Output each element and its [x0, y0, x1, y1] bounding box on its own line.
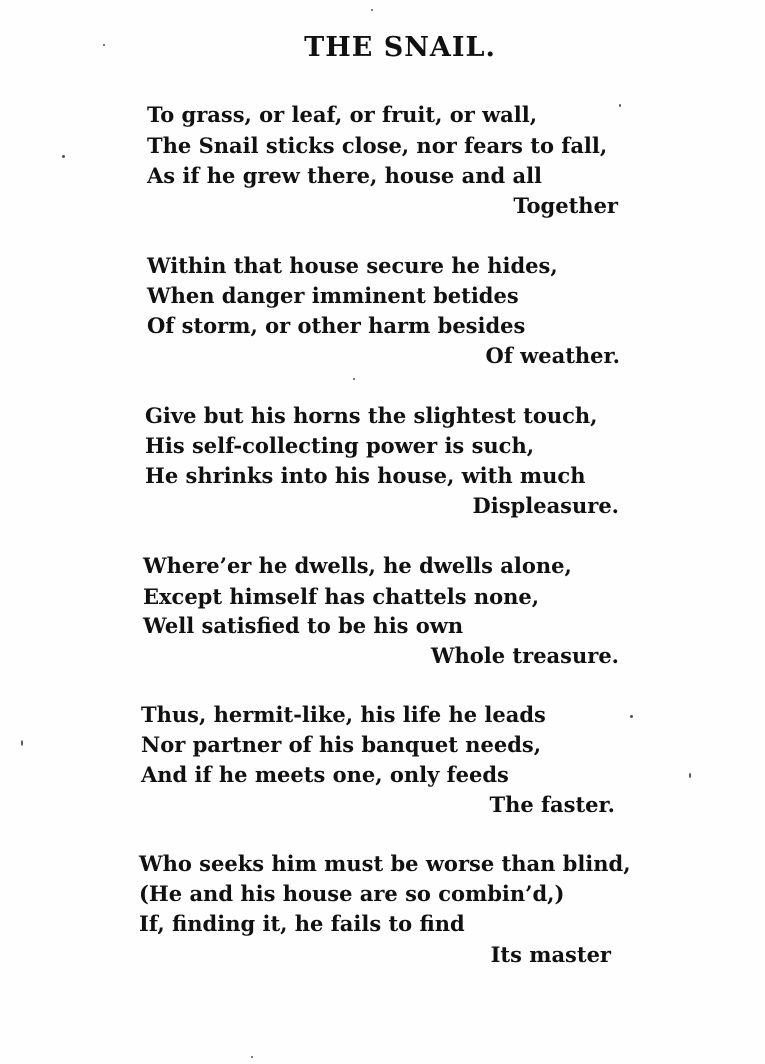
poem-tail-line: The faster.	[489, 792, 615, 817]
poem-line: The Snail sticks close, nor fears to fall,	[147, 133, 608, 158]
poem-tail-line: Its master	[490, 942, 611, 967]
poem-line: Give but his horns the slightest touch,	[145, 403, 598, 428]
scan-speck	[619, 104, 621, 107]
scan-speck	[103, 44, 105, 46]
poem-line: As if he grew there, house and all	[147, 163, 543, 188]
poem-line: Thus, hermit-like, his life he leads	[141, 702, 546, 727]
poem-line: If, finding it, he fails to find	[139, 911, 465, 936]
poem-line: And if he meets one, only feeds	[141, 762, 509, 787]
poem-line: (He and his house are so combin’d,)	[139, 881, 565, 906]
poem-line: Nor partner of his banquet needs,	[141, 732, 542, 757]
poem-line: Well satisfied to be his own	[143, 613, 464, 638]
scan-speck	[21, 740, 23, 746]
scan-speck	[62, 155, 65, 158]
poem-line: To grass, or leaf, or fruit, or wall,	[147, 102, 538, 127]
poem-tail-line: Displeasure.	[472, 493, 619, 518]
poem-line: Within that house secure he hides,	[147, 253, 558, 278]
poem-line: Who seeks him must be worse than blind,	[139, 851, 631, 876]
poem-tail-line: Of weather.	[485, 343, 620, 368]
poem-line: His self-collecting power is such,	[145, 433, 535, 458]
poem-line: Of storm, or other harm besides	[147, 313, 526, 338]
scan-speck	[251, 1056, 253, 1058]
scan-speck	[353, 378, 355, 380]
poem-tail-line: Together	[513, 193, 618, 218]
poem-line: Where’er he dwells, he dwells alone,	[143, 553, 572, 578]
poem-title: THE SNAIL.	[304, 32, 496, 63]
scan-speck	[371, 9, 373, 11]
poem-line: Except himself has chattels none,	[143, 584, 540, 609]
scan-speck	[630, 715, 633, 718]
scan-speck	[689, 773, 691, 778]
poem-tail-line: Whole treasure.	[430, 643, 619, 668]
poem-line: When danger imminent betides	[147, 283, 519, 308]
poem-line: He shrinks into his house, with much	[145, 463, 586, 488]
